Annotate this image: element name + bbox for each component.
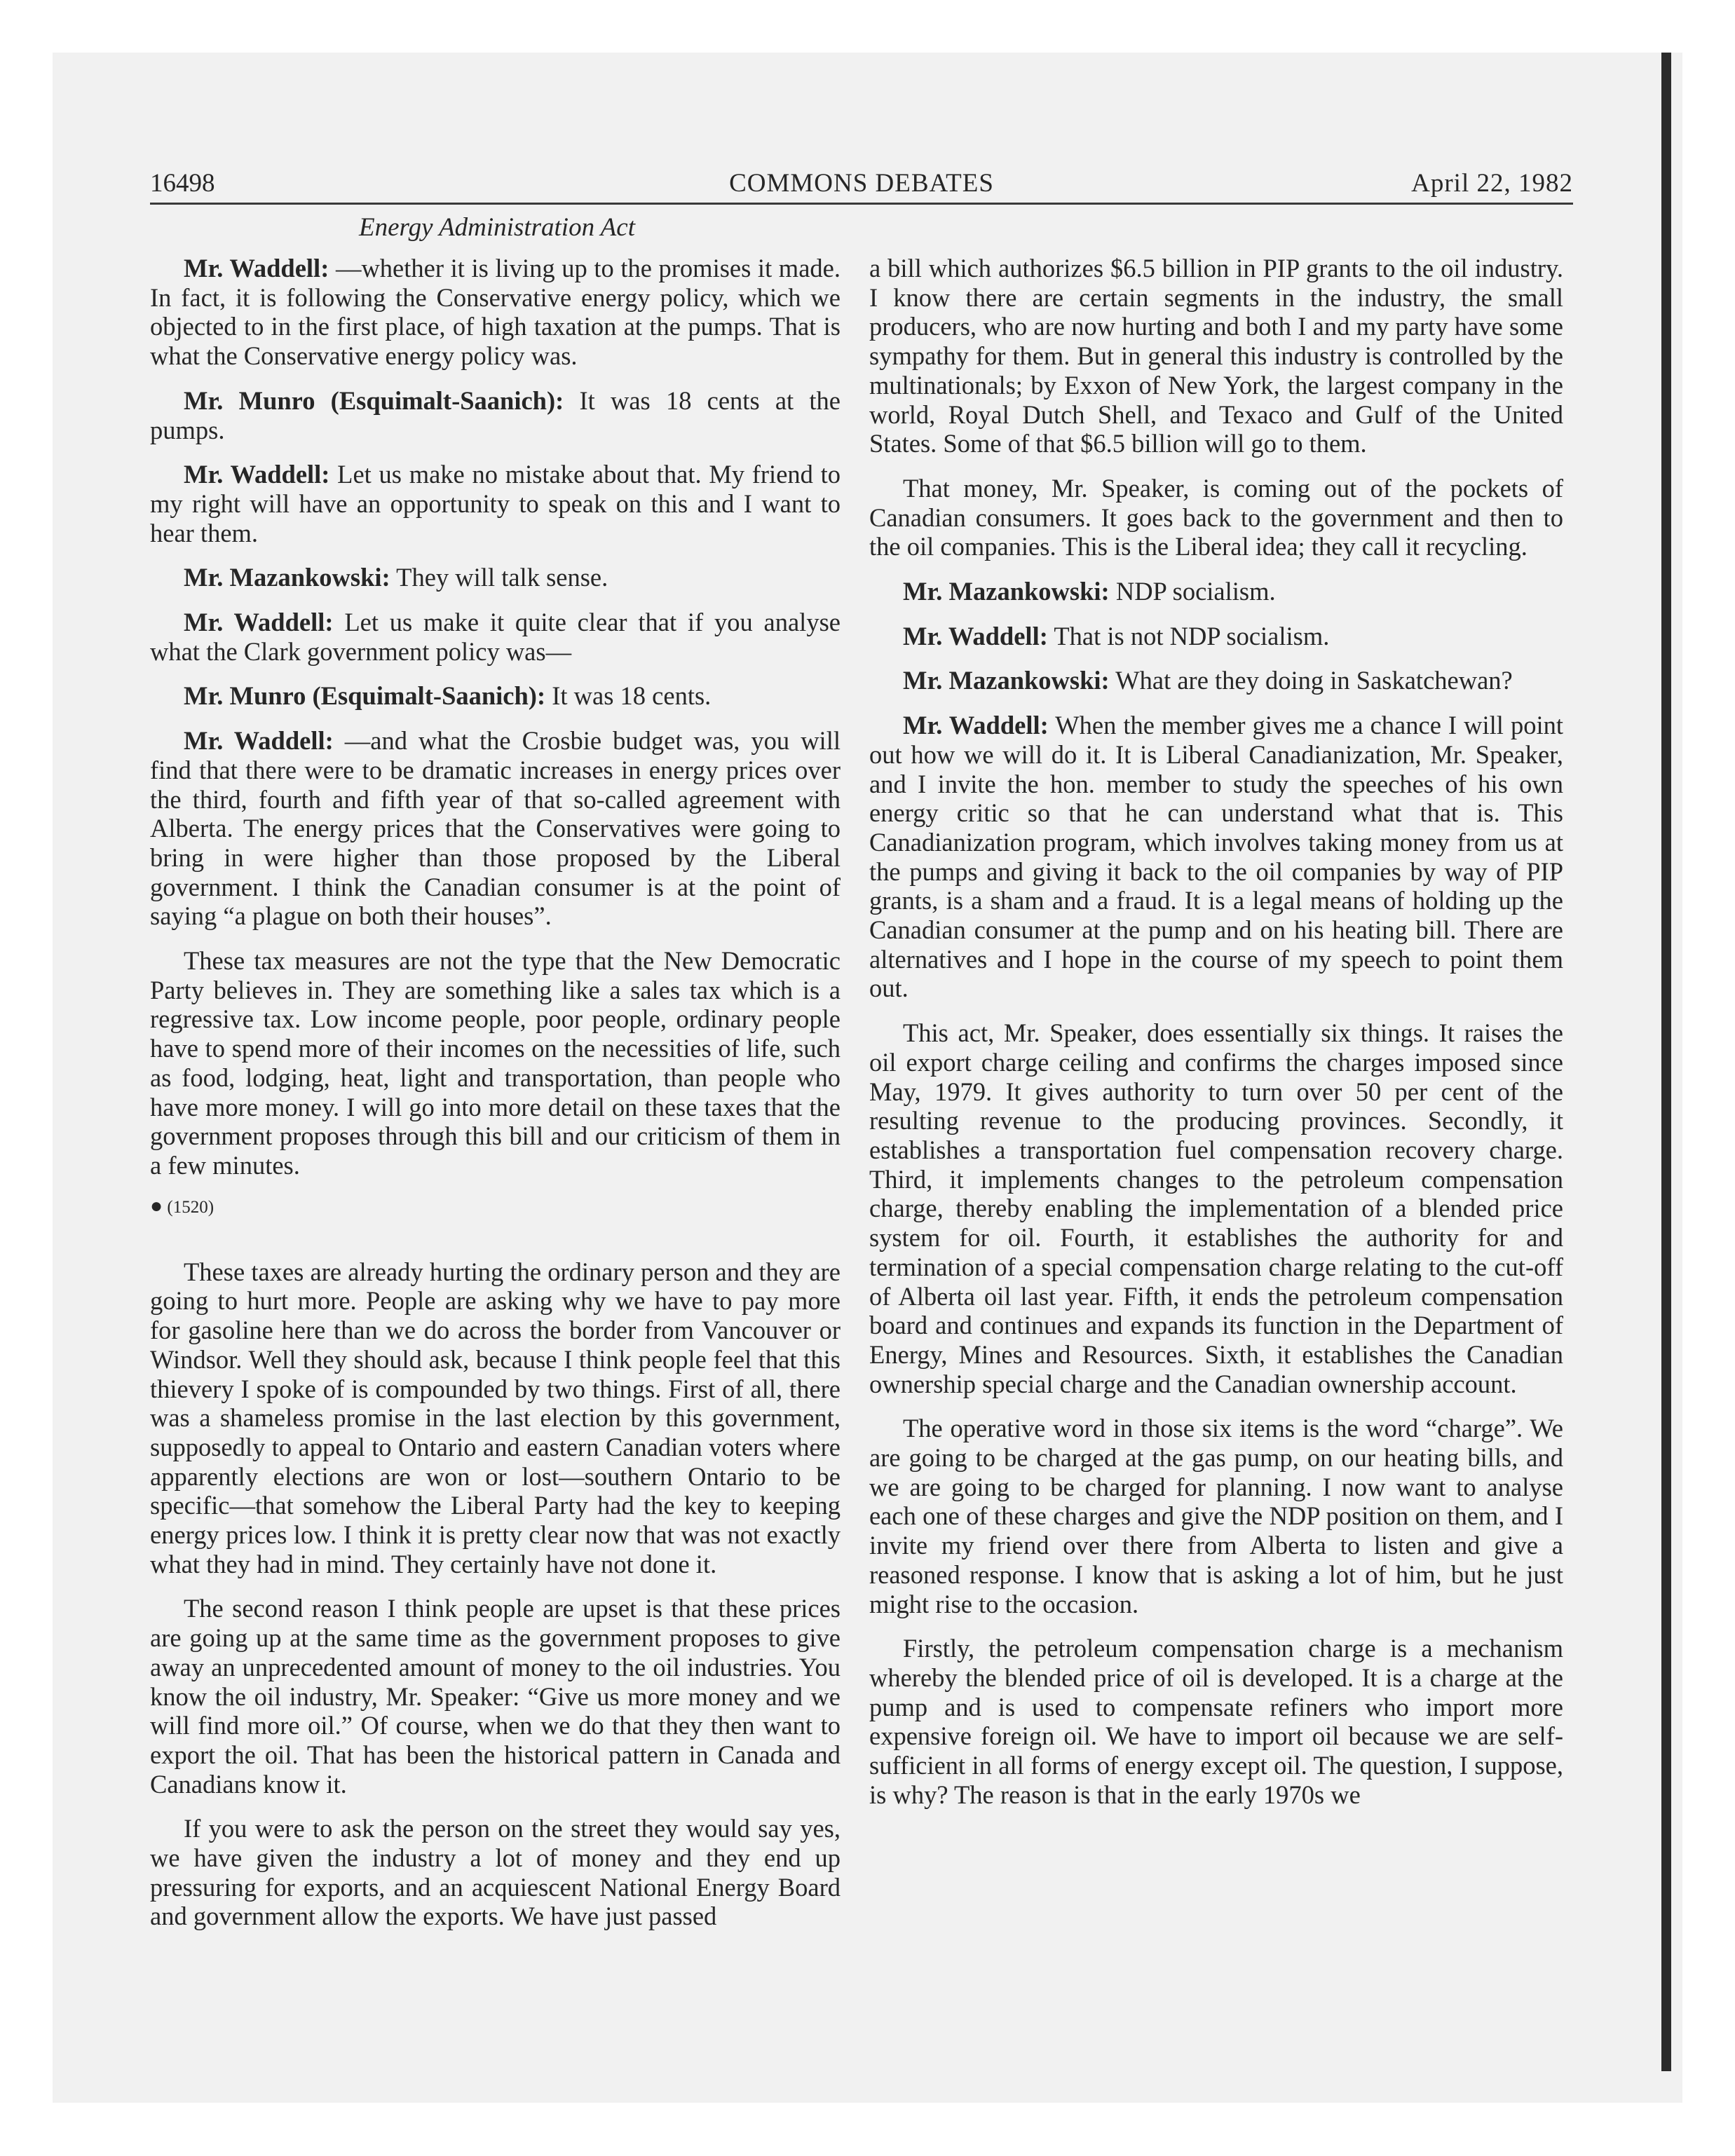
speech-text: When the member gives me a chance I will point out how we will do it. It is Liberal Canadianization, Mr. Speaker, and I invite the hon. member to study the speeches of his own energy critic so that he can understand what that is. This Canadianization program, which involves taking money from us at the pumps and giving it back to the oil companies by way of PIP grants, is a sham and a fraud. It is a legal means of holding up the Canadian consumer at the pump and on his heating bill. There are alternatives and I hope in the course of my speech to point them out. — [869, 711, 1563, 1003]
speech-text: If you were to ask the person on the street they would say yes, we have given the industry a lot of money and they end up pressuring for exports, and an acquiescent National Energy Board and government allow the exports. We have just passed — [150, 1814, 841, 1931]
paragraph — [150, 460, 841, 547]
speech-text: The second reason I think people are upset is that these prices are going up at the same time as the government proposes to give away an unprecedented amount of money to the oil industries. You know the oil industry, Mr. Speaker: “Give us more money and we will find more oil.” Of course, when we do that they then want to export the oil. That has been the historical pattern in Canada and Canadians know it. — [150, 1594, 841, 1799]
paragraph — [150, 608, 841, 666]
speech-text: NDP socialism. — [1109, 577, 1276, 606]
speaker-name: Mr. Mazankowski: — [903, 577, 1110, 606]
paragraph — [150, 254, 841, 371]
paragraph — [150, 1257, 841, 1579]
paragraph — [150, 726, 841, 931]
speech-text: What are they doing in Saskatchewan? — [1109, 666, 1513, 695]
paragraph — [150, 386, 841, 444]
paragraph — [150, 1814, 841, 1931]
speech-text: These tax measures are not the type that the New Democratic Party believes in. They are something like a sales tax which is a regressive tax. Low income people, poor people, ordinary people have to spend more of their incomes on the necessities of life, such as food, lodging, heat, light and transportation, than people who have more money. I will go into more detail on these taxes that the government proposes through this bill and our criticism of them in a few minutes. — [150, 946, 841, 1180]
speech-text: That money, Mr. Speaker, is coming out of the pockets of Canadian consumers. It goes back to the government and then to the oil companies. This is the Liberal idea; they call it recycling. — [869, 473, 1563, 561]
speech-text: It was 18 cents at the pumps. — [150, 386, 841, 444]
time-marker-text: (1520) — [167, 1197, 215, 1217]
paragraph — [869, 254, 1563, 458]
paragraph — [869, 622, 1563, 651]
paragraph — [150, 563, 841, 592]
speaker-name: Mr. Munro (Esquimalt-Saanich): — [184, 681, 546, 711]
section-title: Energy Administration Act — [359, 213, 635, 242]
speech-text: Let us make it quite clear that if you analyse what the Clark government policy was— — [150, 608, 841, 666]
speech-text: —whether it is living up to the promises it made. In fact, it is following the Conservative energy policy, which we objected to in the first place, of high taxation at the pumps. That is what the Conservative energy policy was. — [150, 254, 841, 371]
speech-text: —and what the Crosbie budget was, you will find that there were to be dramatic increases in energy prices over the third, fourth and fifth year of that so-called agreement with Alberta. The energy prices that the Conservatives were going to bring in were higher than those proposed by the Liberal government. I think the Canadian consumer is at the point of saying “a plague on both their houses”. — [150, 726, 841, 931]
publication-title: COMMONS DEBATES — [729, 169, 994, 198]
speech-text: They will talk sense. — [390, 563, 608, 592]
paragraph — [869, 1018, 1563, 1398]
speech-text: Firstly, the petroleum compensation charge is a mechanism whereby the blended price of oil is developed. It is a charge at the pump and is used to compensate refiners who import more expensive foreign oil. We have to import oil because we are self-sufficient in all forms of energy except oil. The question, I suppose, is why? The reason is that in the early 1970s we — [869, 1634, 1563, 1809]
paragraph — [869, 577, 1563, 606]
speaker-name: Mr. Waddell: — [903, 621, 1048, 650]
speaker-name: Mr. Waddell: — [184, 254, 329, 282]
paragraph — [150, 1594, 841, 1799]
speech-text: a bill which authorizes $6.5 billion in PIP grants to the oil industry. I know there are certain segments in the industry, the small producers, who are now hurting and both I and my party have some sympathy for them. But in general this industry is controlled by the multinationals; by Exxon of New York, the largest company in the world, Royal Dutch Shell, and Texaco and Gulf of the United States. Some of that $6.5 billion will go to them. — [869, 254, 1563, 458]
speaker-name: Mr. Waddell: — [903, 711, 1049, 740]
speech-text: The operative word in those six items is the word “charge”. We are going to be charged at the gas pump, on our heating bills, and we are going to be charged for planning. I now want to analyse each one of these charges and give the NDP position on them, and I invite my friend over there from Alberta to listen and give a reasoned response. I know that is asking a lot of him, but he just might rise to the occasion. — [869, 1414, 1563, 1618]
paragraph — [150, 681, 841, 711]
speech-text: It was 18 cents. — [545, 681, 712, 711]
page-header — [150, 165, 1573, 205]
speaker-name: Mr. Waddell: — [184, 726, 334, 756]
speaker-name: Mr. Mazankowski: — [903, 666, 1110, 695]
paragraph — [869, 666, 1563, 695]
speech-text: That is not NDP socialism. — [1047, 621, 1330, 650]
page-edge-shadow — [1661, 53, 1671, 2071]
paragraph — [869, 711, 1563, 1003]
speech-text: These taxes are already hurting the ordinary person and they are going to hurt more. People are asking why we have to pay more for gasoline here than we do across the border from Vancouver or Windsor. Well they should ask, because I think people feel that this thievery I spoke of is compounded by two things. First of all, there was a shameless promise in the last election by this government, supposedly to appeal to Ontario and eastern Canadian voters where apparently elections are won or lost—southern Ontario to be specific—that somehow the Liberal Party had the key to keeping energy prices low. I think it is pretty clear now that was not exactly what they had in mind. They certainly have not done it. — [150, 1257, 841, 1578]
paragraph — [869, 474, 1563, 561]
left-column — [150, 254, 841, 1946]
speaker-name: Mr. Waddell: — [184, 608, 334, 637]
speaker-name: Mr. Waddell: — [184, 460, 330, 489]
paragraph — [869, 1634, 1563, 1809]
bullet-icon: ● — [150, 1194, 163, 1217]
page-number: 16498 — [150, 169, 215, 198]
paragraph — [150, 946, 841, 1180]
speech-text: Let us make no mistake about that. My friend to my right will have an opportunity to speak on this and I want to hear them. — [150, 460, 841, 547]
speaker-name: Mr. Munro (Esquimalt-Saanich): — [184, 386, 564, 415]
speech-text: This act, Mr. Speaker, does essentially six things. It raises the oil export charge ceiling and confirms the charges imposed since May, 1979. It gives authority to turn over 50 per cent of the resulting revenue to the producing provinces. Secondly, it establishes a transportation fuel compensation recovery charge. Third, it implements changes to the petroleum compensation charge, thereby enabling the implementation of a blended price system for oil. Fourth, it establishes the authority for and termination of a special compensation charge relating to the cut-off of Alberta oil last year. Fifth, it ends the petroleum compensation board and continues and expands its function in the Department of Energy, Mines and Resources. Sixth, it establishes the Canadian ownership special charge and the Canadian ownership account. — [869, 1018, 1563, 1398]
publication-date: April 22, 1982 — [1411, 169, 1573, 198]
right-column — [869, 254, 1563, 1824]
paragraph — [869, 1414, 1563, 1618]
speaker-name: Mr. Mazankowski: — [184, 563, 390, 592]
time-marker — [150, 1196, 841, 1218]
